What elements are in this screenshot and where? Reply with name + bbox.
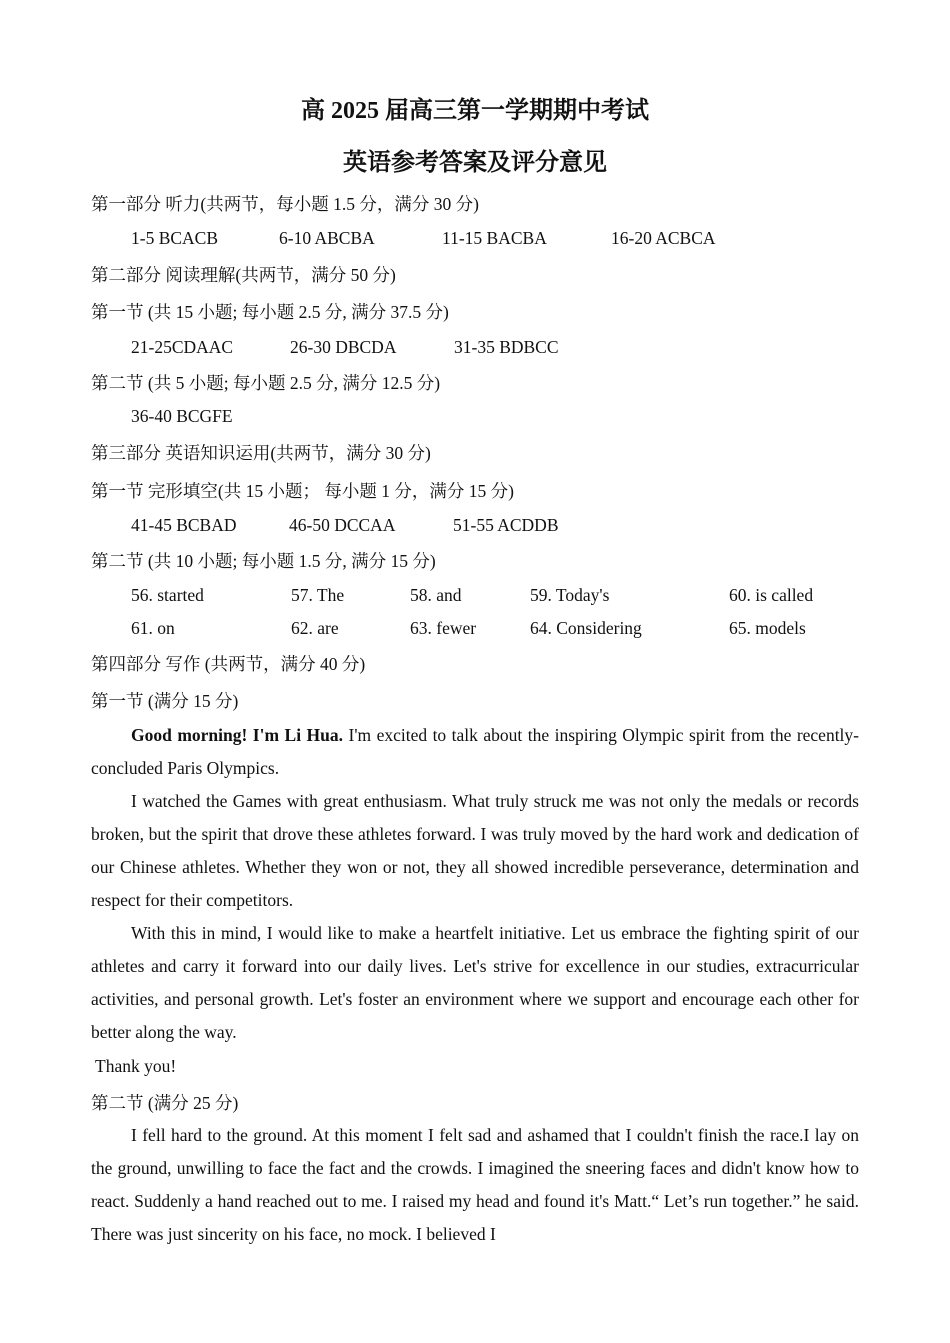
grammar-answer: 64. Considering	[530, 618, 642, 638]
answer-group: 51-55 ACDDB	[453, 515, 559, 535]
essay1-paragraph-1	[91, 719, 859, 785]
page-title: 高 2025 届高三第一学期期中考试	[301, 98, 649, 124]
grammar-answer: 62. are	[291, 618, 339, 638]
part2-sec2-heading: 第二节 (共 5 小题; 每小题 2.5 分, 满分 12.5 分)	[91, 373, 441, 393]
page-subtitle: 英语参考答案及评分意见	[343, 150, 607, 176]
answer-group: 31-35 BDBCC	[454, 337, 559, 357]
answer-group: 21-25CDAAC	[131, 337, 234, 357]
essay1-paragraph-3: With this in mind, I would like to make a heartfelt initiative. Let us embrace the fighting spirit of our athletes and carry it forward into our daily lives. Let's strive for excellence in our studies, extracurricular activities, and personal growth. Let's foster an environment where we support and encourage each other for better along the way.	[91, 923, 859, 1042]
grammar-answer: 56. started	[131, 585, 204, 605]
part4-heading: 第四部分 写作 (共两节，满分 40 分)	[91, 654, 366, 674]
answer-group: 41-45 BCBAD	[131, 515, 237, 535]
answer-group: 11-15 BACBA	[442, 228, 547, 248]
grammar-answer: 58. and	[410, 585, 462, 605]
answer-group: 36-40 BCGFE	[131, 406, 233, 426]
part3-sec1-heading: 第一节 完形填空(共 15 小题； 每小题 1 分，满分 15 分)	[91, 481, 514, 501]
essay1-paragraph-2: I watched the Games with great enthusiasm. What truly struck me was not only the medals or records broken, but the spirit that drove these athletes forward. I was truly moved by the hard work and dedication of our Chinese athletes. Whether they won or not, they all showed incredible perseverance, determination and respect for their competitors.	[91, 791, 859, 910]
part4-sec1-heading: 第一节 (满分 15 分)	[91, 691, 239, 711]
grammar-answer: 65. models	[729, 618, 806, 638]
grammar-answer: 63. fewer	[410, 618, 477, 638]
answer-group: 1-5 BCACB	[131, 228, 219, 248]
part2-sec1-heading: 第一节 (共 15 小题; 每小题 2.5 分, 满分 37.5 分)	[91, 302, 449, 322]
part1-heading: 第一部分 听力(共两节，每小题 1.5 分，满分 30 分)	[91, 194, 479, 214]
grammar-answer: 57. The	[291, 585, 345, 605]
part4-sec2-heading: 第二节 (满分 25 分)	[91, 1093, 239, 1113]
grammar-answer: 61. on	[131, 618, 175, 638]
answer-group: 46-50 DCCAA	[289, 515, 396, 535]
answer-group: 6-10 ABCBA	[279, 228, 375, 248]
grammar-answer: 60. is called	[729, 585, 814, 605]
grammar-answer: 59. Today's	[530, 585, 610, 605]
answer-group: 26-30 DBCDA	[290, 337, 397, 357]
essay2-paragraph-1: I fell hard to the ground. At this moment I felt sad and ashamed that I couldn't finish the race.I lay on the ground, unwilling to face the fact and the crowds. I imagined the sneering faces and didn't know how to react. Suddenly a hand reached out to me. I raised my head and found it's Matt.“ Let’s run together.” he said. There was just sincerity on his face, no mock. I believed I	[91, 1125, 859, 1244]
answer-group: 16-20 ACBCA	[611, 228, 716, 248]
essay1-closing: Thank you!	[91, 1056, 177, 1076]
part2-heading: 第二部分 阅读理解(共两节，满分 50 分)	[91, 265, 396, 285]
part3-heading: 第三部分 英语知识运用(共两节，满分 30 分)	[91, 443, 431, 463]
part3-sec2-heading: 第二节 (共 10 小题; 每小题 1.5 分, 满分 15 分)	[91, 551, 436, 571]
essay1-p1-text: I'm excited to talk about the inspiring Olympic spirit from the recently- concluded Paris Olympics.	[91, 725, 859, 778]
essay1-greeting: Good morning! I'm Li Hua.	[131, 725, 344, 745]
